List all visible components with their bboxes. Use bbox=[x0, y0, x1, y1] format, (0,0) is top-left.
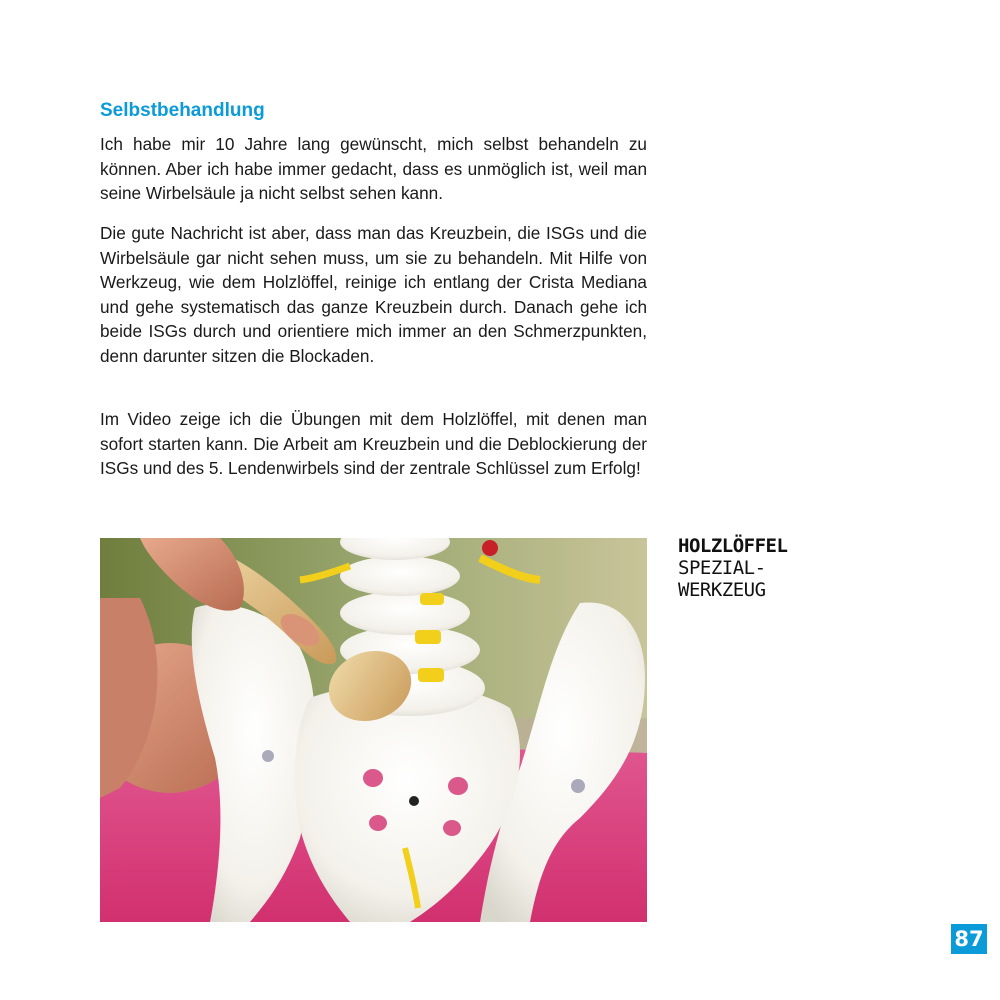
spine-model-photo bbox=[100, 538, 647, 922]
paragraph-2: Die gute Nachricht ist aber, dass man das Kreuzbein, die ISGs und die Wirbelsäule gar nicht sehen muss, um sie zu behandeln. Mit Hilfe von Werkzeug, wie dem Holzlöffel, reinige ich entlang der Crista Mediana und gehe systematisch das ganze Kreuzbein durch. Danach gehe ich beide ISGs durch und orientiere mich immer an den Schmerzpunkten, denn darunter sitzen die Blockaden. bbox=[100, 223, 647, 366]
caption-line-2: SPEZIAL- bbox=[678, 557, 766, 579]
page-number: 87 bbox=[951, 924, 987, 954]
caption-line-3: WERKZEUG bbox=[678, 579, 766, 601]
side-caption bbox=[678, 535, 787, 601]
paragraph-3: Im Video zeige ich die Übungen mit dem Holzlöffel, mit denen man sofort starten kann. Die Arbeit am Kreuzbein und die Deblockierung der ISGs und des 5. Lendenwirbels sind der zentrale Schlüssel zum Erfolg! bbox=[100, 409, 647, 478]
section-heading: Selbstbehandlung bbox=[100, 100, 265, 121]
paragraph-1: Ich habe mir 10 Jahre lang gewünscht, mich selbst behandeln zu können. Aber ich habe immer gedacht, dass es unmöglich ist, weil man seine Wirbelsäule ja nicht selbst sehen kann. bbox=[100, 134, 647, 203]
caption-line-1: HOLZLÖFFEL bbox=[678, 535, 788, 557]
